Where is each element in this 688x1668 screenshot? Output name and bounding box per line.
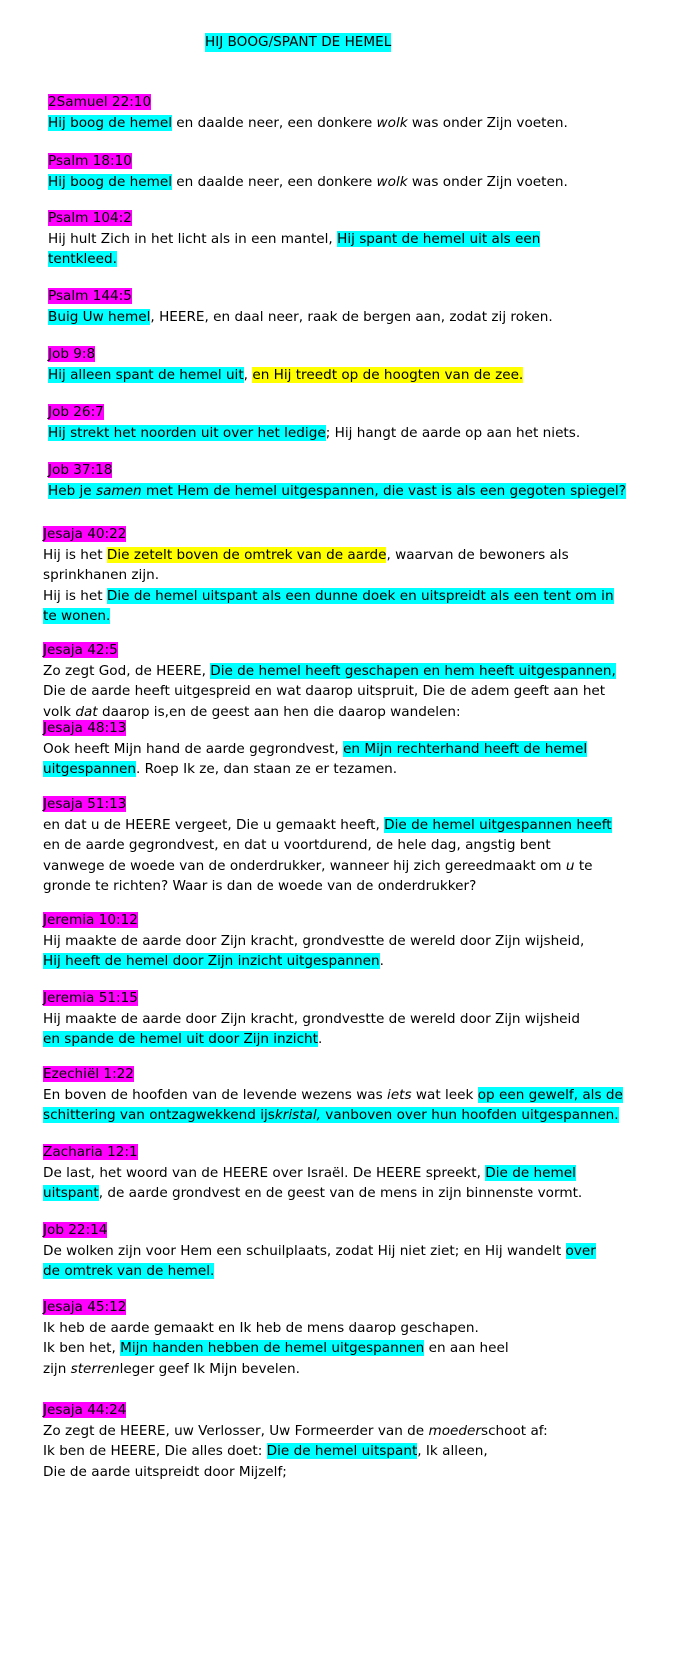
highlighted-text: uitgespannen: [43, 761, 136, 777]
verse-text: ,: [243, 366, 253, 383]
verse-reference: [43, 1142, 655, 1163]
verse-entry: [43, 640, 655, 722]
highlighted-text: Mijn handen hebben de hemel uitgespannen: [120, 1340, 425, 1356]
verse-text: .: [379, 953, 384, 969]
verse-reference-label: Zacharia 12:1: [43, 1144, 138, 1160]
verse-reference: [43, 1064, 655, 1085]
verse-text: ; Hij hangt de aarde op aan het niets.: [325, 424, 581, 441]
verse-text: leger geef Ik Mijn bevelen.: [119, 1360, 300, 1377]
verse-text: volk: [43, 703, 76, 720]
verse-entry: [43, 524, 655, 627]
page-title: HIJ BOOG/SPANT DE HEMEL: [205, 34, 392, 50]
verse-text-line: [43, 876, 655, 897]
verse-text: schoot af:: [480, 1422, 548, 1439]
verse-text: Zo zegt God, de HEERE,: [43, 662, 211, 679]
verse-text-line: [43, 1163, 655, 1184]
verse-reference: [48, 402, 660, 423]
verse-reference: [43, 1297, 655, 1318]
verse-reference-label: Jesaja 42:5: [43, 642, 118, 658]
verse-reference: [43, 988, 655, 1009]
verse-text-line: [43, 1183, 655, 1204]
highlighted-text: en Hij treedt op de hoogten van de zee.: [252, 366, 524, 383]
verse-text: sprinkhanen zijn.: [43, 567, 160, 583]
verse-reference-label: Jesaja 51:13: [43, 796, 127, 812]
verse-text: zijn: [43, 1360, 71, 1377]
verse-text: , waarvan de bewoners als: [386, 546, 569, 563]
verse-text-line: [48, 229, 660, 250]
verse-reference-label: Jeremia 10:12: [43, 912, 138, 928]
highlighted-text: Hij boog de hemel: [48, 114, 172, 131]
verse-reference-label: Job 37:18: [48, 462, 113, 478]
verse-reference-label: Jesaja 40:22: [43, 526, 127, 542]
highlighted-text: vanboven over hun hoofden uitgespannen.: [320, 1107, 619, 1123]
verse-text-line: [48, 113, 660, 134]
verse-entry: [48, 402, 660, 443]
verse-text: was onder Zijn voeten.: [407, 173, 568, 190]
verse-reference-label: Jesaja 45:12: [43, 1299, 127, 1315]
verse-text-line: [43, 1359, 655, 1380]
verse-entry: [48, 92, 660, 133]
verse-text: Zo zegt de HEERE, uw Verlosser, Uw Formeerder van de: [43, 1422, 429, 1439]
verse-text: Ook heeft Mijn hand de aarde gegrondvest,: [43, 740, 344, 757]
verse-text-line: [43, 856, 655, 877]
verse-text: was onder Zijn voeten.: [407, 114, 568, 131]
verse-text: , Ik alleen,: [417, 1443, 488, 1459]
verse-reference-label: Job 9:8: [48, 346, 96, 362]
verse-reference-label: Psalm 104:2: [48, 210, 132, 226]
verse-text: En boven de hoofden van de levende wezens was: [43, 1086, 388, 1103]
highlighted-text: samen: [96, 482, 142, 499]
verse-reference: [48, 460, 660, 481]
verse-text-line: [43, 759, 655, 780]
verse-text-line: [48, 423, 660, 444]
verse-text: gronde te richten? Waar is dan de woede van de onderdrukker?: [43, 878, 477, 894]
verse-text-line: [43, 1318, 655, 1339]
verse-entry: [43, 1220, 655, 1282]
verse-reference: [48, 151, 660, 172]
verse-reference: [43, 524, 655, 545]
highlighted-text: uitspant: [43, 1185, 99, 1201]
highlighted-text: Hij alleen spant de hemel uit: [48, 366, 244, 383]
verse-text: en de aarde gegrondvest, en dat u voortdurend, de hele dag, angstig bent: [43, 837, 551, 853]
verse-entry: [48, 344, 660, 385]
verse-text: .: [318, 1031, 323, 1047]
highlighted-text: op een gewelf, als de: [477, 1086, 623, 1103]
verse-text: De wolken zijn voor Hem een schuilplaats, zodat Hij niet ziet; en Hij wandelt: [43, 1242, 566, 1259]
highlighted-text: over: [565, 1242, 596, 1259]
verse-text: Hij hult Zich in het licht als in een mantel,: [48, 230, 338, 247]
verse-reference-label: Psalm 144:5: [48, 288, 132, 304]
verse-reference-label: Job 26:7: [48, 404, 104, 420]
verse-text: iets: [387, 1086, 412, 1103]
highlighted-text: de omtrek van de hemel.: [43, 1263, 215, 1279]
verse-text-line: [43, 931, 655, 952]
verse-text-line: [43, 1009, 655, 1030]
verse-reference: [48, 344, 660, 365]
verse-text: Hij maakte de aarde door Zijn kracht, grondvestte de wereld door Zijn wijsheid,: [43, 932, 585, 949]
verse-entry: [43, 1142, 655, 1204]
verse-text: Die de aarde heeft uitgespreid en wat daarop uitspruit, Die de adem geeft aan het: [43, 683, 606, 699]
verse-text-line: [43, 1029, 655, 1050]
verse-text: Die de aarde uitspreidt door Mijzelf;: [43, 1463, 287, 1480]
verse-entry: [48, 460, 660, 501]
verse-text-line: [43, 1085, 655, 1106]
highlighted-text: met Hem de hemel uitgespannen, die vast is als een gegoten spiegel?: [141, 482, 626, 499]
verse-reference: [43, 1220, 655, 1241]
verse-text-line: [43, 586, 655, 607]
highlighted-text: Heb je: [48, 482, 96, 499]
verse-text-line: [48, 172, 660, 193]
verse-reference-label: Jesaja 44:24: [43, 1402, 127, 1418]
verse-text-line: [43, 681, 655, 702]
highlighted-text: Hij boog de hemel: [48, 173, 172, 190]
verse-text: en dat u de HEERE vergeet, Die u gemaakt heeft,: [43, 816, 385, 833]
verse-text: De last, het woord van de HEERE over Israël. De HEERE spreekt,: [43, 1164, 486, 1181]
verse-entry: [48, 208, 660, 270]
highlighted-text: Die de hemel heeft geschapen en hem heeft uitgespannen,: [210, 662, 616, 679]
highlighted-text: Die de hemel uitgespannen heeft: [384, 816, 612, 833]
highlighted-text: Buig Uw hemel: [48, 308, 151, 325]
verse-text-line: [43, 951, 655, 972]
verse-entry: [43, 910, 655, 972]
verse-reference-label: 2Samuel 22:10: [48, 94, 152, 110]
verse-reference-label: Ezechiël 1:22: [43, 1066, 134, 1082]
verse-reference-label: Job 22:14: [43, 1222, 108, 1238]
verse-text: Ik ben de HEERE, Die alles doet:: [43, 1443, 267, 1459]
highlighted-text: Die de hemel uitspant als een dunne doek en uitspreidt als een tent om in: [106, 587, 614, 604]
verse-text: dat: [75, 703, 98, 720]
verse-text-line: [43, 739, 655, 760]
verse-text-line: [43, 1421, 655, 1442]
verse-entry: [48, 151, 660, 192]
verse-text-line: [48, 365, 660, 386]
verse-reference: [43, 718, 655, 739]
verse-text: Hij is het: [43, 546, 107, 563]
highlighted-text: en spande de hemel uit door Zijn inzicht: [43, 1031, 319, 1047]
verse-reference: [43, 794, 655, 815]
verse-reference: [43, 640, 655, 661]
verse-text-line: [43, 1241, 655, 1262]
verse-text: u: [565, 857, 575, 874]
verse-reference: [48, 208, 660, 229]
highlighted-text: Hij heeft de hemel door Zijn inzicht uitgespannen: [43, 953, 380, 969]
verse-text-line: [43, 661, 655, 682]
verse-text: wat leek: [411, 1086, 478, 1103]
verse-text: Ik ben het,: [43, 1340, 121, 1356]
verse-text: daarop is,en de geest aan hen die daarop wandelen:: [97, 703, 461, 720]
verse-text-line: [43, 1462, 655, 1483]
verse-reference: [48, 286, 660, 307]
verse-reference: [43, 910, 655, 931]
highlighted-text: en Mijn rechterhand heeft de hemel: [343, 740, 588, 757]
verse-entry: [43, 988, 655, 1050]
verse-reference-label: Jeremia 51:15: [43, 990, 138, 1006]
highlighted-text: schittering van ontzagwekkend ijs: [43, 1107, 275, 1123]
verse-entry: [43, 718, 655, 780]
verse-text: Hij is het: [43, 587, 107, 604]
verse-entry: [48, 286, 660, 327]
verse-text-line: [43, 606, 655, 627]
verse-entry: [43, 1064, 655, 1126]
verse-reference: [43, 1400, 655, 1421]
verse-text: . Roep Ik ze, dan staan ze er tezamen.: [135, 761, 398, 777]
verse-text: sterren: [70, 1360, 120, 1377]
verse-text-line: [48, 307, 660, 328]
highlighted-text: te wonen.: [43, 608, 111, 624]
verse-reference-label: Psalm 18:10: [48, 153, 132, 169]
highlighted-text: Die de hemel: [485, 1164, 576, 1181]
highlighted-text: tentkleed.: [48, 251, 117, 267]
verse-entry: [43, 1297, 655, 1379]
verse-text: , HEERE, en daal neer, raak de bergen aan, zodat zij roken.: [150, 308, 553, 325]
verse-text-line: [43, 1261, 655, 1282]
verse-text: en daalde neer, een donkere: [171, 114, 377, 131]
verse-reference: [48, 92, 660, 113]
verse-text-line: [48, 249, 660, 270]
verse-text: , de aarde grondvest en de geest van de mens in zijn binnenste vormt.: [98, 1185, 583, 1201]
verse-text: en aan heel: [424, 1340, 509, 1356]
verse-entry: [43, 794, 655, 897]
verse-text-line: [43, 545, 655, 566]
verse-text: wolk: [376, 114, 408, 131]
verse-text: te: [574, 857, 593, 874]
verse-entry: [43, 1400, 655, 1482]
verse-text: Hij maakte de aarde door Zijn kracht, grondvestte de wereld door Zijn wijsheid: [43, 1010, 580, 1027]
highlighted-text: Hij spant de hemel uit als een: [337, 230, 541, 247]
highlighted-text: kristal,: [274, 1107, 321, 1123]
highlighted-text: Die zetelt boven de omtrek van de aarde: [106, 546, 387, 563]
verse-text: en daalde neer, een donkere: [171, 173, 377, 190]
verse-text-line: [43, 1105, 655, 1126]
verse-text-line: [43, 815, 655, 836]
verse-text-line: [43, 565, 655, 586]
verse-text-line: [43, 1338, 655, 1359]
verse-text-line: [48, 481, 660, 502]
verse-text-line: [43, 1441, 655, 1462]
verse-text-line: [43, 835, 655, 856]
verse-text: vanwege de woede van de onderdrukker, wanneer hij zich gereedmaakt om: [43, 857, 566, 874]
verse-text: wolk: [376, 173, 408, 190]
verse-text: moeder: [428, 1422, 481, 1439]
verse-text: Ik heb de aarde gemaakt en Ik heb de mens daarop geschapen.: [43, 1319, 479, 1336]
highlighted-text: Die de hemel uitspant: [266, 1443, 418, 1459]
verse-reference-label: Jesaja 48:13: [43, 720, 127, 736]
highlighted-text: Hij strekt het noorden uit over het ledige: [48, 424, 326, 441]
